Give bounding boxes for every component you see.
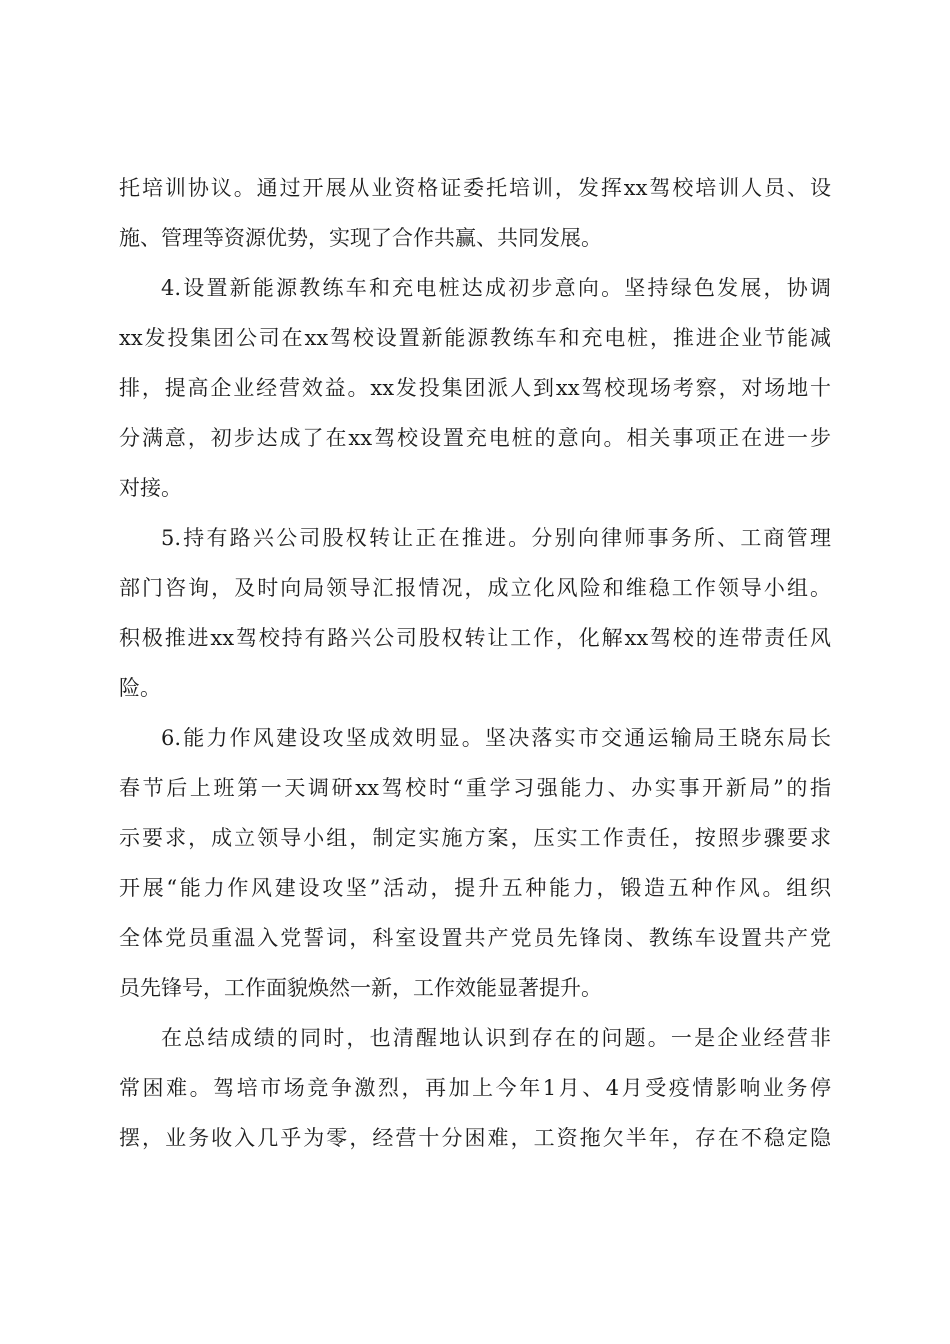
text-line: 4.设置新能源教练车和充电桩达成初步意向。坚持绿色发展，协调 <box>161 276 831 300</box>
text-line: 常困难。驾培市场竞争激烈，再加上今年1月、4月受疫情影响业务停 <box>119 1076 831 1100</box>
text-line: 部门咨询，及时向局领导汇报情况，成立化风险和维稳工作领导小组。 <box>119 576 831 600</box>
text-line: 全体党员重温入党誓词，科室设置共产党员先锋岗、教练车设置共产党 <box>119 926 831 950</box>
text-line: 6.能力作风建设攻坚成效明显。坚决落实市交通运输局王晓东局长 <box>161 726 831 750</box>
text-line: 排，提高企业经营效益。xx发投集团派人到xx驾校现场考察，对场地十 <box>119 376 831 400</box>
text-line: 分满意，初步达成了在xx驾校设置充电桩的意向。相关事项正在进一步 <box>119 426 831 450</box>
text-line: 开展“能力作风建设攻坚”活动，提升五种能力，锻造五种作风。组织 <box>119 876 831 900</box>
text-line: xx发投集团公司在xx驾校设置新能源教练车和充电桩，推进企业节能减 <box>119 326 831 350</box>
text-line: 员先锋号，工作面貌焕然一新，工作效能显著提升。 <box>119 976 602 1000</box>
text-line: 示要求，成立领导小组，制定实施方案，压实工作责任，按照步骤要求 <box>119 826 831 850</box>
text-line: 5.持有路兴公司股权转让正在推进。分别向律师事务所、工商管理 <box>161 526 831 550</box>
text-line: 在总结成绩的同时，也清醒地认识到存在的问题。一是企业经营非 <box>161 1026 831 1050</box>
text-line: 施、管理等资源优势，实现了合作共赢、共同发展。 <box>119 226 602 250</box>
text-line: 春节后上班第一天调研xx驾校时“重学习强能力、办实事开新局”的指 <box>119 776 831 800</box>
text-line: 对接。 <box>119 476 182 500</box>
text-line: 托培训协议。通过开展从业资格证委托培训，发挥xx驾校培训人员、设 <box>119 176 831 200</box>
text-line: 险。 <box>119 676 161 700</box>
text-line: 积极推进xx驾校持有路兴公司股权转让工作，化解xx驾校的连带责任风 <box>119 626 831 650</box>
text-line: 摆，业务收入几乎为零，经营十分困难，工资拖欠半年，存在不稳定隐 <box>119 1126 831 1150</box>
